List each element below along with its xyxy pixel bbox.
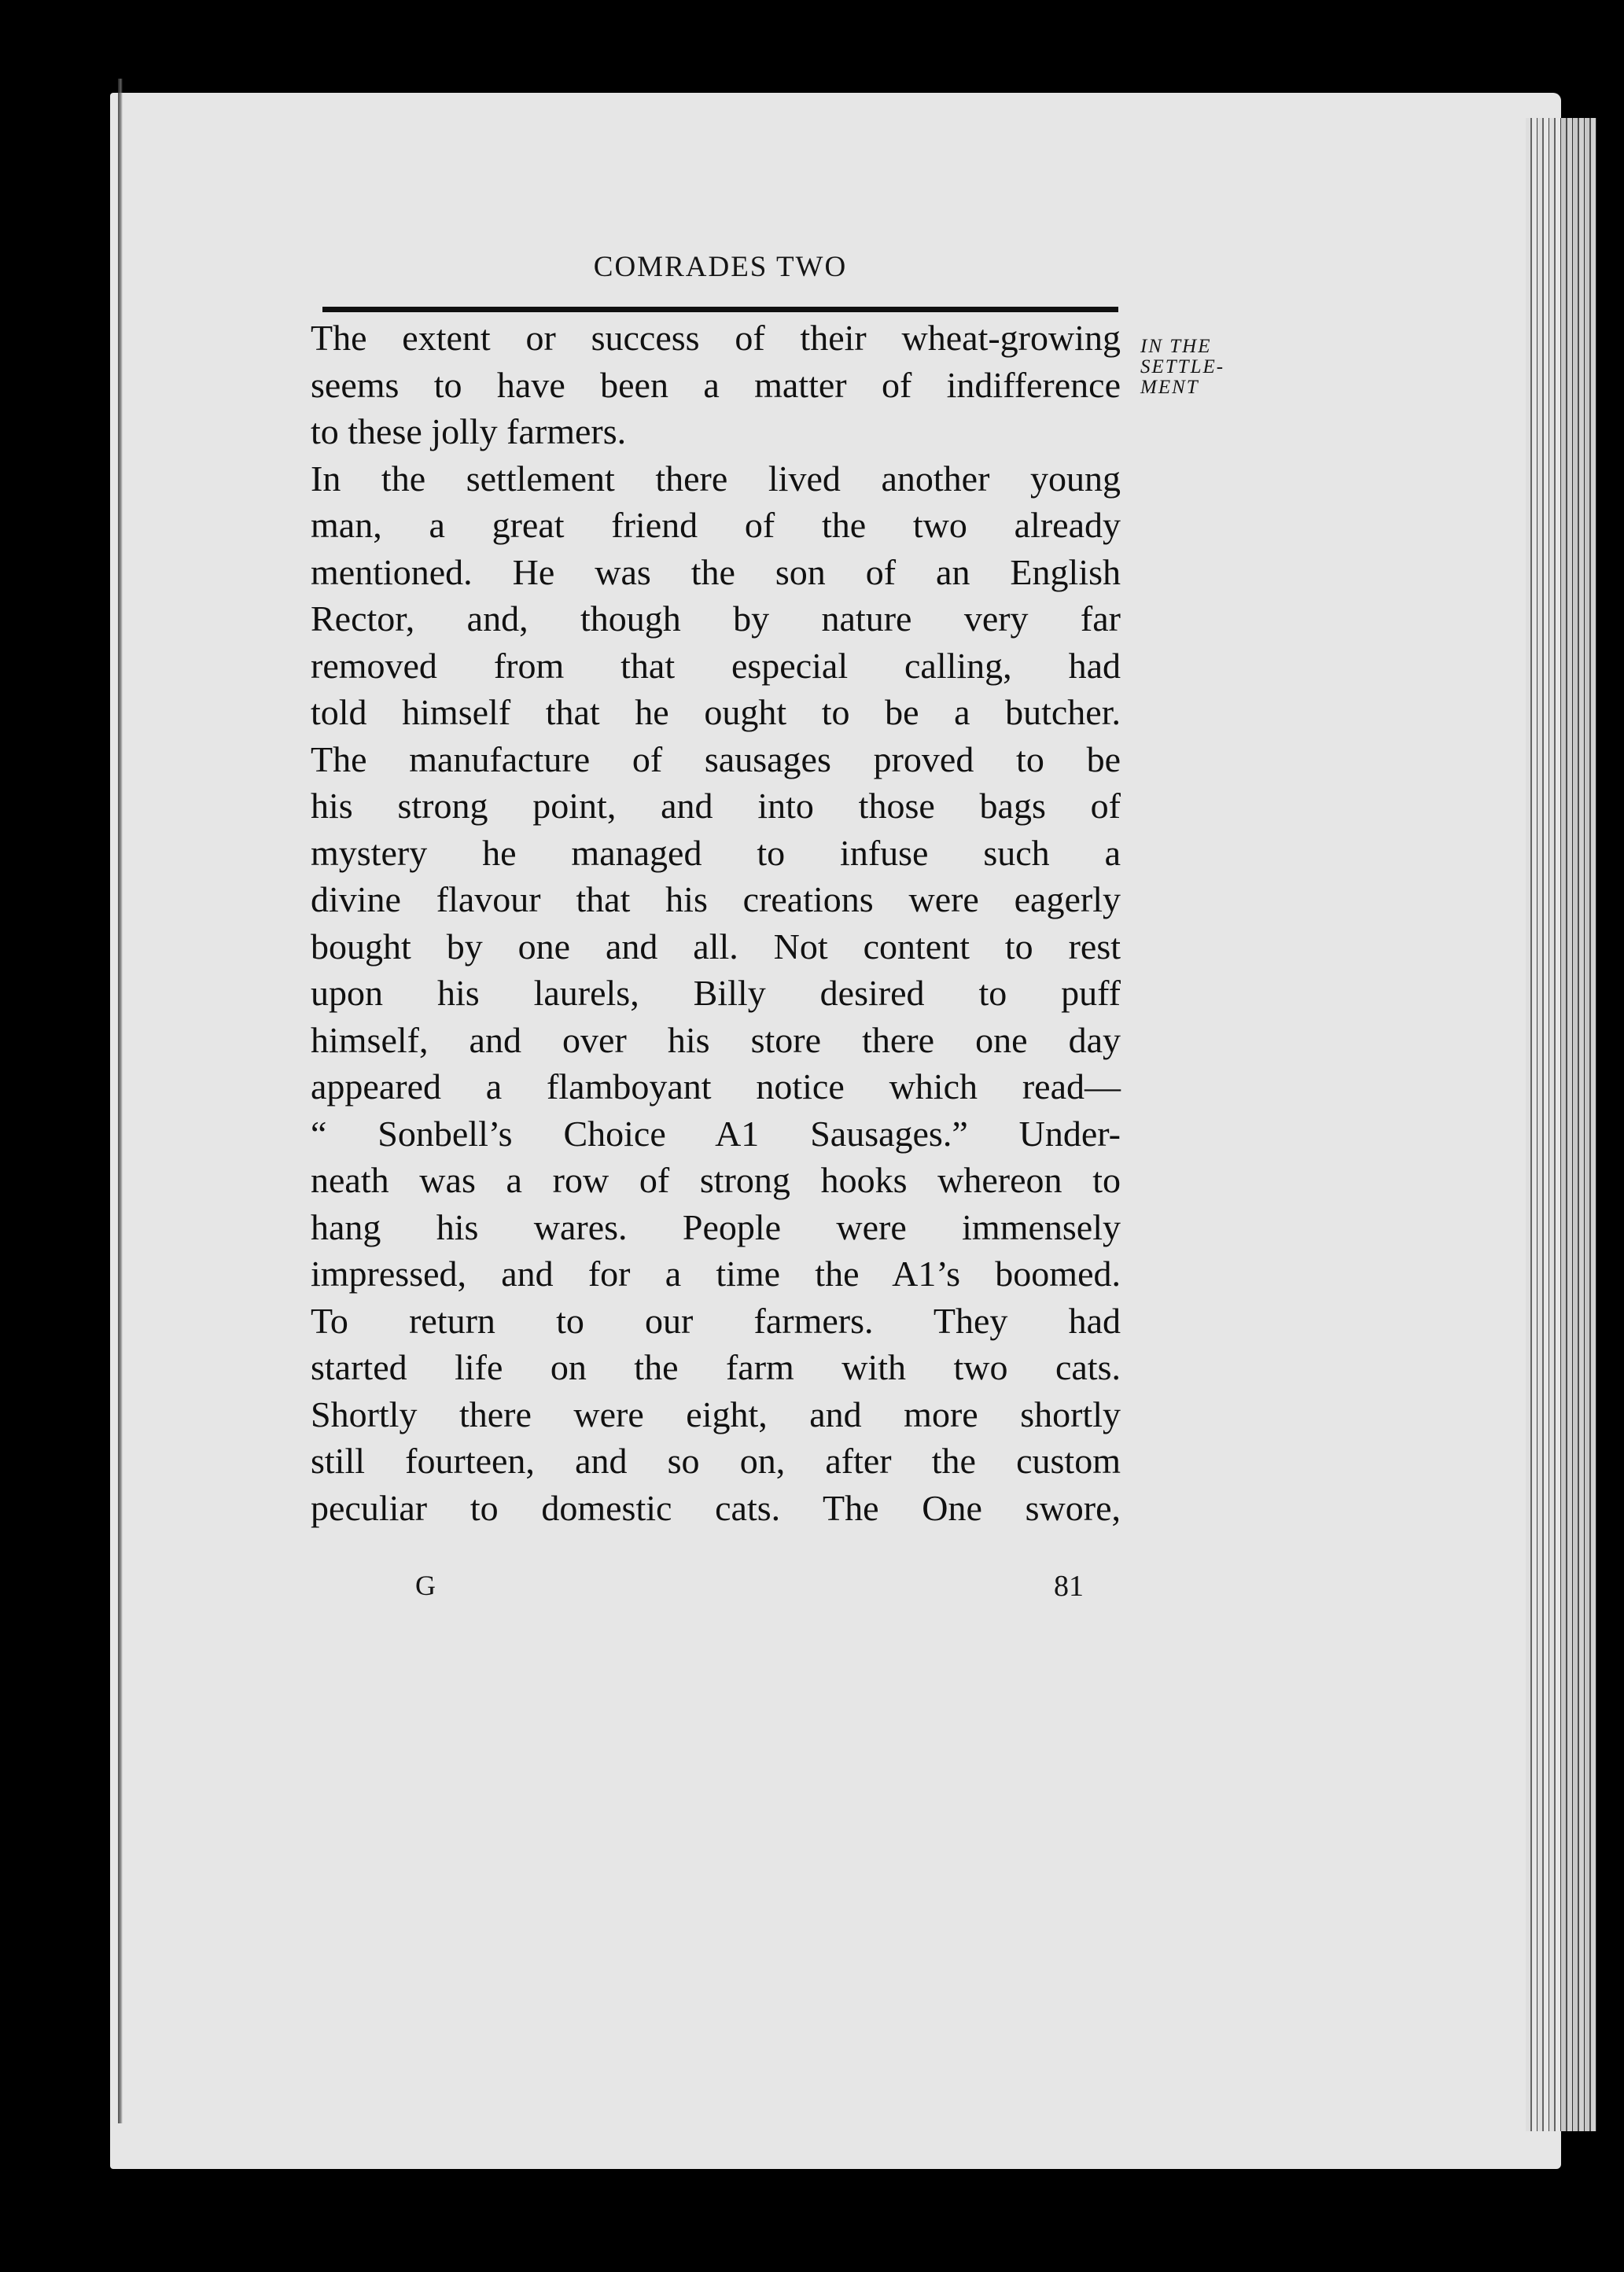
text-line: mentioned. He was the son of an English (311, 551, 1121, 592)
signature-mark: G (415, 1570, 436, 1601)
text-line: The manufacture of sausages proved to be (311, 738, 1121, 779)
page-edges (1526, 118, 1596, 2131)
page-number: 81 (1054, 1570, 1084, 1603)
text-line: man, a great friend of the two already (311, 505, 1121, 545)
text-line: seems to have been a matter of indifference (311, 364, 1121, 405)
text-line: peculiar to domestic cats. The One swore, (311, 1487, 1121, 1528)
text-line: impressed, and for a time the A1’s boomed. (311, 1254, 1121, 1294)
gutter-shadow (118, 79, 123, 2123)
margin-note-line: IN THE (1140, 336, 1212, 357)
text-line: Shortly there were eight, and more shortly (311, 1394, 1121, 1434)
text-line: The extent or success of their wheat-growing (311, 318, 1121, 358)
margin-note-line: MENT (1140, 377, 1199, 398)
text-line: divine flavour that his creations were eagerly (311, 879, 1121, 919)
text-line: Rector, and, though by nature very far (311, 598, 1121, 639)
text-line: to these jolly farmers. (311, 411, 627, 451)
body-text (311, 315, 1121, 1531)
text-line: “ Sonbell’s Choice A1 Sausages.” Under- (311, 1113, 1121, 1154)
text-line: To return to our farmers. They had (311, 1300, 1121, 1341)
text-line: told himself that he ought to be a butcher. (311, 692, 1121, 732)
text-line: his strong point, and into those bags of (311, 786, 1121, 826)
text-line: In the settlement there lived another young (311, 458, 1121, 499)
text-line: removed from that especial calling, had (311, 645, 1121, 686)
text-line: upon his laurels, Billy desired to puff (311, 973, 1121, 1013)
text-line: bought by one and all. Not content to rest (311, 926, 1121, 967)
header-rule (322, 307, 1118, 312)
text-line: himself, and over his store there one day (311, 1019, 1121, 1060)
text-line: started life on the farm with two cats. (311, 1347, 1121, 1387)
text-line: appeared a flamboyant notice which read— (311, 1066, 1121, 1107)
text-line: still fourteen, and so on, after the custom (311, 1441, 1121, 1481)
text-line: neath was a row of strong hooks whereon to (311, 1160, 1121, 1200)
margin-note-line: SETTLE- (1140, 356, 1225, 377)
text-line: hang his wares. People were immensely (311, 1206, 1121, 1247)
margin-note (1140, 337, 1224, 398)
text-line: mystery he managed to infuse such a (311, 832, 1121, 873)
running-head: COMRADES TWO (593, 251, 848, 283)
